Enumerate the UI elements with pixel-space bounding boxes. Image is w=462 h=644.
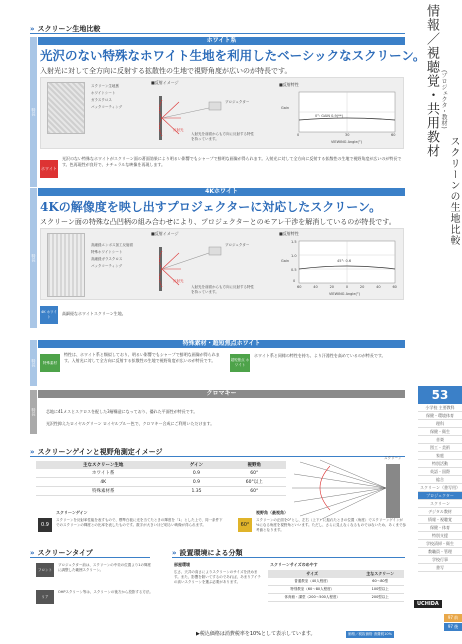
chromakey-bar: クロマキー: [38, 390, 405, 398]
projector-label: プロジェクター: [225, 100, 250, 104]
section1-description: 光沢のない特殊なホワイトがスクリーン面の著面効果により明るい影響でもシャープで鮮明な画像が得られます。入射光に対して全方向に反射する拡散性の生地で視野角度が広いのが特長です。色再現性が良好で、ナチュラルな映像を再現します。: [62, 156, 402, 167]
white-tag: ホワイト: [40, 160, 58, 178]
layer-label: ホワイトシート: [91, 91, 116, 95]
gain-tick: 1.5: [291, 240, 297, 244]
table-cell: 60～80型: [372, 579, 389, 583]
table-cell: 60°: [250, 470, 259, 476]
page-subtitle: スクリーンの生地比較: [448, 136, 459, 246]
viewing-angle-diagram: [290, 458, 406, 522]
x-tick: 40: [313, 285, 318, 289]
env-section-title-text: 設置環境による分類: [179, 549, 243, 557]
x-tick: 30: [345, 133, 350, 137]
x-tick: 60: [392, 285, 397, 289]
index-tab[interactable]: 特別活動: [418, 460, 462, 468]
index-tab[interactable]: 図工・美術: [418, 444, 462, 452]
reflect-label: 反射光: [173, 128, 184, 132]
screen-label: スクリーン: [384, 456, 402, 460]
incident-note: 入射光を前面からも方向に反射する特性を持っています。: [191, 285, 254, 294]
layer-label: 特殊ホワイトシート: [91, 250, 123, 254]
x-tick: 20: [359, 285, 365, 289]
page-ref-front: 97 前: [444, 614, 462, 622]
brand-logo: UCHIDA: [414, 600, 442, 608]
title-rule: [30, 456, 405, 457]
gain-table: [36, 461, 286, 496]
layer-label: 高細経ガラスクロス: [91, 257, 123, 261]
index-tab[interactable]: 学校行事: [418, 556, 462, 564]
size-table: [268, 570, 404, 602]
gain-axis-label: Gain: [281, 106, 290, 110]
chromakey-line1: 芯地に41メスとスクロスを配した3層構造になっており、優れた平面性が特長です。: [46, 409, 198, 414]
layer-labels-4k: [91, 243, 133, 269]
index-tab[interactable]: 保健・衛生: [418, 428, 462, 436]
x-tick: 60: [391, 133, 396, 137]
table-cell: 0.9: [192, 479, 201, 485]
category-title: 情報／視聴覚・共用教材: [424, 4, 439, 158]
fabric-swatch: [47, 82, 85, 134]
index-tab[interactable]: 家庭: [418, 452, 462, 460]
table-cell: 0.9: [192, 470, 201, 476]
table-row: [268, 594, 404, 602]
reflection-panel-4k: [40, 228, 404, 300]
reflect-label: 反射光: [173, 279, 184, 283]
front-tag: フロント: [36, 563, 54, 577]
special-material-bar: 特殊素材・超短焦点ホワイト: [38, 340, 405, 348]
reflection-image-label: ■反射イメージ: [151, 231, 179, 236]
index-tab[interactable]: 理科: [418, 420, 462, 428]
size-table-header: [268, 570, 404, 578]
index-tab[interactable]: スクリーン（書写用）: [418, 484, 462, 492]
table-row: [268, 578, 404, 586]
side-tag: 特長: [30, 37, 37, 187]
ultra-short-tag: 超短焦点 ホワイト: [230, 354, 250, 372]
index-tab[interactable]: 総合: [418, 476, 462, 484]
table-row: [36, 469, 286, 478]
special-material-text: 特性は、ホワイト系と類似しており、明るい影響でもシャープで鮮明な画像が得られます。入射光に対して全方向に反射する拡散性の生地で視野角度が広いのが特長です。: [64, 352, 220, 363]
ultra-short-text: ホワイト系と同様の特性を持ち、より汗滲性を高めているのが特長です。: [254, 353, 386, 358]
layer-label: スクリーン生地裏: [91, 84, 119, 88]
double-chevron-icon: »: [30, 549, 35, 557]
section-title-text: スクリーン生地比較: [37, 25, 101, 33]
category-subtitle: (プロジェクタ・教材): [440, 70, 447, 129]
index-tab[interactable]: プロジェクター: [418, 492, 462, 500]
gain-tick: 0: [293, 279, 296, 283]
page-number-badge: 53: [418, 386, 462, 404]
table-cell: 体育館・講堂（200～500人程度）: [284, 595, 340, 599]
rear-text: OHPスクリーン等は、スクリーンの後方から投影する方法。: [58, 590, 153, 594]
side-tag: 特長: [30, 390, 37, 434]
index-tab[interactable]: 英語・国際: [418, 468, 462, 476]
x-tick: 0: [297, 133, 300, 137]
index-tab[interactable]: 情報・視聴覚: [418, 516, 462, 524]
gain-tick: 0.5: [291, 268, 297, 272]
table-row: [36, 487, 286, 496]
gain-explanation: スクリーンを反射率性能を表すもので、標準白板に光を当てたときの輝度を「1」とした上で、同一条件下でのスクリーンの輝度との比率を表したものです。数字が大きいほど明るい映像が得られます。: [56, 518, 223, 527]
index-tab[interactable]: 学校清掃・衛生: [418, 540, 462, 548]
x-tick: 60: [297, 285, 302, 289]
front-text: プロジェクター前は、スクリーンの中央の位置より1の輝度に調整した範囲スクリーン。: [58, 563, 152, 572]
table-cell: 4K: [100, 479, 107, 485]
type-section-title-text: スクリーンタイプ: [37, 549, 93, 557]
footer-code: 価格／税抜価格 消費税10%: [348, 632, 392, 636]
4k-white-bar: 4Kホワイト: [38, 188, 405, 196]
table-row: [268, 586, 404, 594]
index-tab[interactable]: 教職員・管理: [418, 548, 462, 556]
header-cell: サイズ: [306, 571, 319, 576]
x-axis-label: VIEWING Angle(°): [329, 292, 361, 296]
table-cell: ホワイト系: [92, 471, 115, 476]
x-axis-label: VIEWING Angle(°): [331, 140, 363, 144]
gain-value: 0°: GAIN 0.9(**): [315, 114, 343, 118]
right-column: [408, 0, 462, 644]
header-cell: 主なスクリーン生地: [83, 463, 124, 468]
gain-tick: 1.0: [291, 254, 297, 258]
gain-axis-label: Gain: [281, 259, 290, 263]
graph-label: ■反射特性: [279, 82, 299, 87]
subheadline: 入射光に対して全方向に反射する拡散性の生地で視野角度が広いのが特長です。: [40, 67, 292, 75]
viewing-angle-label: 視野角（最視角）: [256, 510, 288, 515]
room-env-label: 部屋環境: [174, 562, 190, 567]
4k-tag: 4K ホワイト: [40, 306, 58, 324]
fabric-swatch-4k: [47, 233, 85, 297]
header-cell: 視野角: [247, 463, 261, 468]
table-cell: 特別教室（60～80人程度）: [290, 587, 335, 591]
reflection-image-label: ■反射イメージ: [151, 80, 179, 85]
index-tab[interactable]: 音楽: [418, 436, 462, 444]
reflection-panel: [40, 77, 404, 149]
gain-value: 45°: 0.6: [337, 259, 352, 263]
projector-label: プロジェクター: [225, 243, 250, 247]
index-tabs: [418, 404, 462, 572]
angle-badge: 60°: [238, 518, 252, 532]
x-tick: 20: [329, 285, 335, 289]
size-guide-title: スクリーンサイズのめやす: [270, 562, 318, 567]
headline-4k: 4Kの解像度を映し出すプロジェクターに対応したスクリーン。: [40, 200, 382, 214]
gain-section-title-text: スクリーンゲインと視野角測定イメージ: [37, 448, 163, 456]
layer-label: バックコーティング: [91, 264, 123, 268]
gain-table-header: [36, 461, 286, 469]
header-cell: 主なスクリーン: [366, 571, 395, 576]
index-tab[interactable]: 特別支援: [418, 532, 462, 540]
table-cell: 1.35: [191, 488, 202, 494]
angle-explanation: スクリーンの正面を0°とし、左右（上下）に振れたときの位置（角度）でスクリーンゲインが½になる角度を視野角といいます。ただし、さらに見えなくなるものではないため、あくまで参考値となります。: [256, 518, 406, 532]
table-cell: 60°: [250, 488, 259, 494]
index-tab[interactable]: 保健・体育: [418, 524, 462, 532]
double-chevron-icon: »: [172, 549, 177, 557]
layer-label: 高細経エンボス加工反射面: [91, 243, 133, 247]
graph-label: ■反射特性: [279, 231, 299, 236]
double-chevron-icon: »: [30, 448, 35, 456]
title-rule: [30, 557, 150, 558]
index-tab[interactable]: デジタル教材: [418, 508, 462, 516]
layer-label: バックコーティング: [91, 105, 123, 109]
subheadline-4k: スクリーン面の特殊な凸凹柄の組み合わせにより、プロジェクターとのモアレ干渉を解消しているのが特長です。: [40, 218, 396, 226]
rear-tag: リア: [36, 590, 54, 604]
x-ticks-4k: [297, 285, 397, 289]
index-tab[interactable]: 小学校 主要教科: [418, 404, 462, 412]
incident-note: 入射光を前面からも方向に反射する特性を持っています。: [191, 132, 254, 141]
x-tick: 0: [345, 285, 349, 289]
index-tab[interactable]: スクリーン: [418, 500, 462, 508]
x-tick: 40: [376, 285, 381, 289]
layer-labels: [91, 84, 122, 110]
gain-badge: 0.9: [38, 518, 52, 532]
footer-note: ▶税込価格は消費税率を10%として表示しています。: [196, 631, 316, 637]
title-rule: [172, 557, 405, 558]
special-material-tag: 特殊素材: [40, 354, 60, 372]
chromakey-line2: 光沢性抑えたロイヤルグリーン ロイヤルブルー色で、クロマキー合成にご利用いただけます。: [46, 421, 215, 426]
section2-description: 高細経なホワイトスクリーン生地。: [62, 311, 126, 316]
index-tab[interactable]: 書写: [418, 564, 462, 572]
double-chevron-icon: »: [30, 25, 35, 33]
headline: 光沢のない特殊なホワイト生地を利用したベーシックなスクリーン。: [40, 48, 426, 63]
white-series-bar: ホワイト系: [38, 37, 405, 45]
table-row: [36, 478, 286, 487]
table-cell: 200型以上: [371, 595, 389, 599]
table-cell: 普通教室（40人程度）: [294, 579, 331, 583]
index-tab[interactable]: 保健・環境体育: [418, 412, 462, 420]
side-tag: 特長: [30, 188, 37, 328]
page-ref-back: 97 後: [444, 623, 462, 631]
gain-graph: [279, 90, 399, 146]
room-env-text: 広さ、天井の高さによりスクリーンのサイズを決めます。また、影響を除いてするのであれば、あまりアイテの高いスクリーンを選ぶ必要があります。: [174, 570, 261, 584]
table-cell: 60°以上: [245, 480, 263, 485]
side-tag: 特長: [30, 340, 37, 386]
header-cell: ゲイン: [189, 463, 204, 468]
table-cell: 100型以上: [371, 587, 389, 591]
table-cell: 特殊素材系: [91, 489, 115, 494]
layer-label: ガラスクロス: [91, 98, 112, 102]
title-rule: [30, 33, 405, 34]
gain-label: スクリーンゲイン: [56, 510, 88, 515]
